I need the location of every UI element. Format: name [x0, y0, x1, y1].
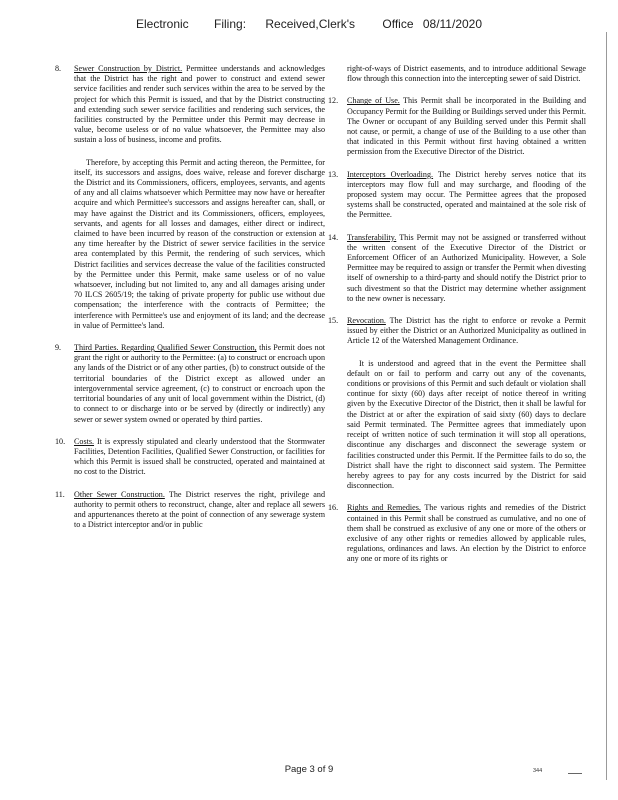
section-8-paragraph-2: Therefore, by accepting this Permit and acting thereon, the Permittee, for itself, its successors and assigns, does waive, release and forever discharge the District and its Commissioners, officers, employees, servants, and agents of any and all claims whatsoever which Permittee may now have or hereafter acquire and which Permittee's successors and assigns hereafter can, shall, or may have against the District and its Commissioners, officers, employees, servants, and agents for all losses and damages, either direct or indirect, claimed to have been incurred by reason of the construction or extension at any time hereafter by the District of sewer service facilities in the service area contemplated by this Permit, the rendering of such services, which District facilities and services decrease the value of the facilities constructed by the Permittee under this Permit, make same useless or of no value whatsoever, including but not limited to, any and all damages arising under 70 ILCS 2605/19; the taking of private property for public use without due compensation; the interference with the contracts of Permittee; the interference with Permittee's use and enjoyment of its land; and the decrease in value of Permittee's land.	[74, 157, 325, 330]
section-number: 13.	[328, 169, 339, 179]
section-text: The District has the right to enforce or revoke a Permit issued by either the District or an Authorized Municipality as outlined in Article 12 of the Watershed Management Ordinance.	[347, 316, 586, 346]
section-13	[328, 170, 586, 221]
section-9	[55, 343, 325, 425]
section-number: 15.	[328, 316, 339, 326]
section-text: The various rights and remedies of the District contained in this Permit shall be construed as cumulative, and no one of them shall be construed as exclusive of any one or more of the others or exclusive of any other rights or remedies allowed by applicable rules, regulations, ordinances and laws. An election by the District to enforce any one or more of its rights or	[347, 503, 587, 564]
section-15	[328, 316, 586, 347]
section-number: 16.	[328, 503, 339, 513]
section-16	[328, 503, 586, 564]
section-text: this Permit does not grant the right or authority to the Permittee: (a) to construct or encroach upon any lands of the District or of any other parties, (b) to construct outside of the territorial boundaries of the District except as allowed under an intergovernmental service agreement, (c) to construct or encroach upon the territorial boundaries of any unit of local government within the District, (d) to connect to or discharge into or be served by (directly or indirectly) any sewer or sewer system owned or operated by third parties.	[74, 343, 325, 424]
section-8	[55, 64, 325, 146]
section-text: Permittee understands and acknowledges that the District has the right and power to construct and extend sewer service facilities and render such services within the area to be served by the project for which this Permit is issued, and that by the District constructing and extending such sewer service facilities and rendering such services, the facilities constructed by the Permittee under this Permit may decrease in value, become useless or of no value whatsoever, the Permittee may also sustain a loss of business, income and profits.	[74, 64, 325, 145]
section-heading: Rights and Remedies.	[347, 503, 421, 513]
section-heading: Transferability.	[347, 232, 397, 242]
section-number: 14.	[328, 232, 339, 242]
stamp-electronic: Electronic	[135, 17, 189, 31]
section-heading: Change of Use.	[347, 96, 400, 106]
section-14	[328, 233, 586, 304]
section-heading: Sewer Construction by District.	[74, 64, 183, 73]
section-text: This Permit may not be assigned or transferred without the written consent of the Executive Director of the District or Enforcement Officer of an Authorized Municipality. However, a Sole Permittee may be required to assign or transfer the Permit when divesting itself of ownership to a third-party and should notify the District prior to such divestment so that the District may determine whether assignment to the new owner is necessary.	[347, 232, 586, 303]
section-number: 12.	[328, 96, 339, 106]
section-heading: Costs.	[74, 436, 95, 446]
section-11	[55, 490, 325, 531]
stamp-received: Received,Clerk's	[265, 17, 356, 31]
section-heading: Revocation.	[347, 316, 386, 326]
section-number: 9.	[55, 343, 62, 353]
section-heading: Other Sewer Construction.	[74, 489, 165, 499]
section-10	[55, 437, 325, 478]
scan-edge-line	[606, 32, 607, 780]
section-15-paragraph-2: It is understood and agreed that in the event the Permittee shall default on or fail to perform and carry out any of the covenants, conditions or provisions of this Permit and such default or violation shall continue for sixty (60) days after receipt of notice thereof in writing given by the Executive Director of the District, then it shall be lawful for the District at or after the expiration of said sixty (60) days to declare said Permit terminated. The Permittee agrees that immediately upon receipt of written notice of such termination it will stop all operations, discontinue any discharges and disconnect the sewerage system or facilities constructed under this Permit. If the Permittee fails to do so, the District shall have the right to disconnect said system. The Permittee hereby agrees to pay for any costs incurred by the District for said disconnection.	[347, 358, 586, 491]
section-number: 8.	[55, 64, 62, 73]
scan-edge-mark	[568, 773, 582, 774]
section-text: The District reserves the right, privilege and authority to permit others to reconstruct, change, alter and replace all sewers and appurtenances thereto at the point of connection of any sewerage system to a District interceptor and/or in public	[74, 489, 325, 530]
section-number: 10.	[55, 436, 66, 446]
page-number: Page 3 of 9	[284, 764, 334, 775]
filing-stamp-header	[0, 17, 618, 31]
section-heading: Interceptors Overloading.	[347, 169, 434, 179]
section-11-continued: right-of-ways of District easements, and to introduce additional Sewage flow through this connection into the intercepting sewer of said District.	[347, 64, 586, 84]
section-12	[328, 96, 586, 157]
section-text: The District hereby serves notice that its interceptors may flow full and may surcharge, and flooding of the proposed system may occur. The Permittee agrees that the proposed systems shall be constructed, operated and maintained at the sole risk of the Permittee.	[347, 169, 587, 220]
stamp-date: 08/11/2020	[422, 17, 483, 31]
right-column	[328, 64, 586, 577]
section-text: This Permit shall be incorporated in the Building and Occupancy Permit for the Building or Buildings served under this Permit. The Owner or occupant of any Building served under this Permit shall not cause, or permit, a change of use of the Building to a use other than that indicated in this Permit without first having obtained a written permission from the Executive Director of the District.	[347, 96, 586, 157]
document-code: 344	[533, 768, 543, 774]
section-text: It is expressly stipulated and clearly understood that the Stormwater Facilities, Detention Facilities, Qualified Sewer Construction, or facilities for which this Permit is issued shall be constructed, operated and maintained at no cost to the District.	[74, 436, 325, 477]
stamp-filing: Filing:	[214, 17, 247, 31]
left-column	[55, 64, 325, 542]
section-number: 11.	[55, 489, 65, 499]
stamp-office: Office	[382, 17, 414, 31]
section-heading: Third Parties. Regarding Qualified Sewer Construction,	[74, 343, 257, 353]
